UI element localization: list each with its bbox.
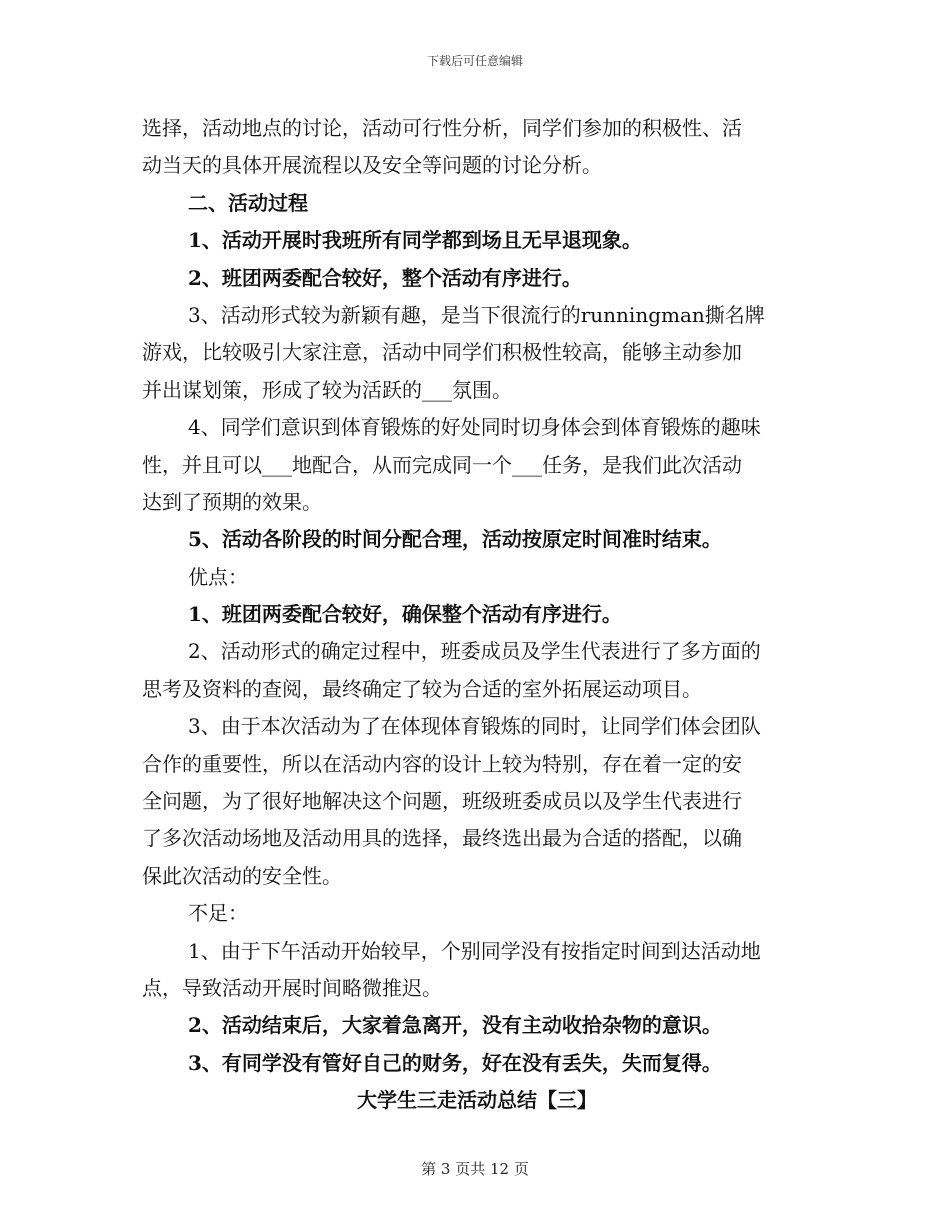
section-heading: 二、活动过程 [188, 190, 308, 215]
paragraph-line: 5、活动各阶段的时间分配合理，活动按原定时间准时结束。 [188, 527, 722, 552]
paragraph-line: 4、同学们意识到体育锻炼的好处同时切身体会到体育锻炼的趣味 [188, 415, 761, 440]
paragraph-line: 并出谋划策，形成了较为活跃的___氛围。 [142, 377, 512, 402]
page-header: 下载后可任意编辑 [426, 54, 523, 68]
subheading-advantages: 优点： [188, 564, 248, 589]
section-title: 大学生三走活动总结【三】 [357, 1088, 597, 1113]
document-body [142, 110, 812, 1120]
paragraph-line: 3、有同学没有管好自己的财务，好在没有丢失，失而复得。 [188, 1050, 722, 1075]
paragraph-line: 选择，活动地点的讨论，活动可行性分析，同学们参加的积极性、活 [142, 116, 742, 140]
paragraph-line: 1、由于下午活动开始较早，个别同学没有按指定时间到达活动地 [188, 938, 761, 963]
paragraph-line: 动当天的具体开展流程以及安全等问题的讨论分析。 [142, 153, 602, 178]
paragraph-line: 2、活动形式的确定过程中，班委成员及学生代表进行了多方面的 [188, 639, 761, 664]
paragraph-line: 了多次活动场地及活动用具的选择，最终选出最为合适的搭配，以确 [142, 826, 742, 851]
page-footer: 第 3 页共 12 页 [421, 1160, 529, 1178]
paragraph-line: 3、活动形式较为新颖有趣，是当下很流行的runningman撕名牌 [188, 302, 765, 327]
paragraph-line: 1、班团两委配合较好，确保整个活动有序进行。 [188, 602, 622, 627]
paragraph-line: 保此次活动的安全性。 [142, 863, 342, 888]
paragraph-line: 点，导致活动开展时间略微推迟。 [142, 975, 442, 1000]
paragraph-line: 思考及资料的查阅，最终确定了较为合适的室外拓展运动项目。 [142, 676, 702, 701]
paragraph-line: 合作的重要性，所以在活动内容的设计上较为特别，存在着一定的安 [142, 751, 742, 776]
paragraph-line: 性，并且可以___地配合，从而完成同一个___任务，是我们此次活动 [142, 452, 742, 477]
paragraph-line: 2、班团两委配合较好，整个活动有序进行。 [188, 265, 582, 290]
paragraph-line: 达到了预期的效果。 [142, 489, 322, 514]
paragraph-line: 3、由于本次活动为了在体现体育锻炼的同时，让同学们体会团队 [188, 714, 761, 739]
paragraph-line: 全问题，为了很好地解决这个问题，班级班委成员以及学生代表进行 [142, 789, 742, 814]
subheading-shortcomings: 不足： [188, 901, 248, 926]
paragraph-line: 游戏，比较吸引大家注意，活动中同学们积极性较高，能够主动参加 [142, 340, 742, 365]
paragraph-line: 2、活动结束后，大家着急离开，没有主动收拾杂物的意识。 [188, 1013, 722, 1038]
paragraph-line: 1、活动开展时我班所有同学都到场且无早退现象。 [188, 228, 642, 253]
